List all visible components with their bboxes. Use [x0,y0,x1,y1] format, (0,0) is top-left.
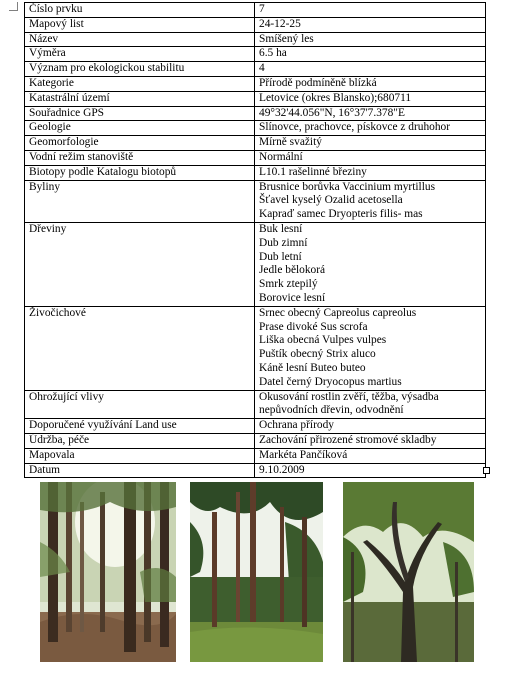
row-label: Katastrální území [25,91,255,106]
row-label: Doporučené využívání Land use [25,419,255,434]
spruce-forest-photo [40,482,176,662]
table-row [25,150,486,165]
table-row [25,433,486,448]
oak-tree-photo [343,482,474,662]
row-value-line: 49°32'44.056"N, 16°37'7.378"E [259,106,405,119]
table-row [25,121,486,136]
row-label: Ohrožující vlivy [25,390,255,419]
row-value [255,306,486,390]
row-value-line: Liška obecná Vulpes vulpes [259,334,387,347]
row-value [255,62,486,77]
row-value-line: Smrk ztepilý [259,278,318,291]
row-value-line: Kapraď samec Dryopteris filis- mas [259,208,423,221]
row-value-line: Okusování rostlin zvěří, těžba, výsadba [259,390,439,403]
row-label: Byliny [25,180,255,222]
row-label: Biotopy podle Katalogu biotopů [25,165,255,180]
table-row [25,390,486,419]
row-label: Geologie [25,121,255,136]
row-value [255,390,486,419]
row-value-line: Káně lesní Buteo buteo [259,361,366,374]
ecological-element-table [24,2,486,478]
table-row [25,32,486,47]
row-value [255,76,486,91]
row-value-line: 4 [259,62,265,75]
row-label: Mapový list [25,17,255,32]
row-label: Mapovala [25,448,255,463]
row-value [255,106,486,121]
table-row [25,463,486,478]
row-value-line: Jedle bělokorá [259,264,326,277]
row-value-line: 7 [259,3,265,15]
row-value-line: Dub letní [259,250,302,263]
row-label: Kategorie [25,76,255,91]
row-label: Výměra [25,47,255,62]
row-value-line: 24-12-25 [259,17,301,30]
row-value-line: Brusnice borůvka Vaccinium myrtillus [259,180,435,193]
table-row [25,180,486,222]
pine-clearing-photo [190,482,323,662]
row-value-line: Ochrana přírody [259,419,334,432]
row-value-line: Buk lesní [259,222,303,235]
row-value [255,165,486,180]
row-value-line: Zachování přirozené stromové skladby [259,433,437,446]
row-value [255,180,486,222]
row-label: Číslo prvku [25,3,255,18]
row-value [255,136,486,151]
row-value [255,47,486,62]
row-label: Datum [25,463,255,478]
row-value [255,3,486,18]
row-value-line: Dub zimní [259,236,308,249]
row-label: Geomorfologie [25,136,255,151]
row-value [255,91,486,106]
table-row [25,136,486,151]
row-label: Název [25,32,255,47]
row-label: Souřadnice GPS [25,106,255,121]
row-value-line: Borovice lesní [259,291,326,304]
row-value [255,433,486,448]
table-row [25,47,486,62]
row-value [255,419,486,434]
row-label: Údržba, péče [25,433,255,448]
table-row [25,91,486,106]
row-value-line: Normální [259,150,303,163]
row-value-line: Smíšený les [259,32,314,45]
row-value-line: Datel černý Dryocopus martius [259,375,402,388]
table-row [25,76,486,91]
table-row [25,62,486,77]
row-value [255,448,486,463]
table-row [25,306,486,390]
page-corner-mark [9,2,18,11]
row-value [255,121,486,136]
row-value-line: Markéta Pančíková [259,448,348,461]
row-value-line: Puštík obecný Strix aluco [259,348,376,361]
row-value-line: Přírodě podmíněně blízká [259,76,377,89]
table-row [25,106,486,121]
row-label: Živočichové [25,306,255,390]
table-row [25,165,486,180]
table-row [25,448,486,463]
row-value-line: nepůvodních dřevin, odvodnění [259,404,404,417]
row-value-line: Letovice (okres Blansko);680711 [259,91,412,104]
row-value-line: Srnec obecný Capreolus capreolus [259,306,417,319]
table-row [25,17,486,32]
row-value [255,150,486,165]
row-value-line: 6.5 ha [259,47,287,60]
row-value-line: L10.1 rašelinné březiny [259,165,367,178]
row-label: Význam pro ekologickou stabilitu [25,62,255,77]
row-value-line: Mírně svažitý [259,136,322,149]
table-resize-handle[interactable] [483,467,490,474]
row-value-line: Prase divoké Sus scrofa [259,320,368,333]
row-label: Dřeviny [25,222,255,306]
row-value-line: 9.10.2009 [259,463,305,476]
row-value [255,222,486,306]
row-value [255,463,486,478]
row-value [255,17,486,32]
row-value-line: Slínovce, prachovce, pískovce z druhohor [259,121,451,134]
row-value [255,32,486,47]
table-row [25,222,486,306]
row-value-line: Šťavel kyselý Ozalid acetosella [259,194,403,207]
table-row [25,419,486,434]
row-label: Vodní režim stanoviště [25,150,255,165]
table-row [25,3,486,18]
